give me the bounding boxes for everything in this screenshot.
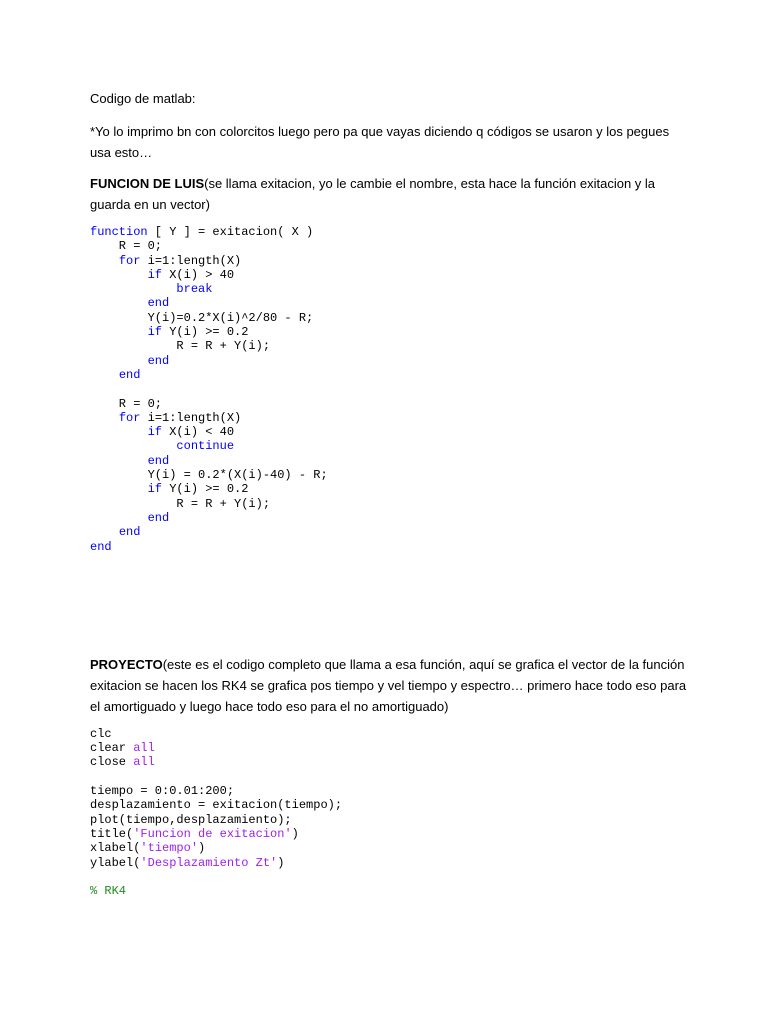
code-line [90, 411, 690, 425]
code-line [90, 325, 690, 339]
code-line [90, 727, 690, 741]
funcion-section-header [90, 173, 690, 215]
code-string: all [133, 755, 155, 770]
code-string: all [133, 741, 155, 756]
code-line [90, 798, 690, 812]
code-text [90, 411, 119, 425]
code-line [90, 296, 690, 310]
code-text: desplazamiento = exitacion(tiempo); [90, 798, 343, 813]
code-text: [ Y ] = exitacion( X ) [147, 225, 314, 239]
code-line [90, 282, 690, 296]
code-keyword: if [147, 267, 163, 282]
code-keyword: if [147, 325, 163, 340]
code-keyword: continue [176, 439, 235, 454]
code-line [90, 497, 690, 511]
code-keyword: end [147, 353, 170, 368]
code-text [90, 525, 119, 539]
code-text: Y(i) >= 0.2 [162, 325, 249, 340]
code-text: clc [90, 726, 112, 741]
code-text: R = R + Y(i); [90, 496, 271, 511]
code-text: R = 0; [90, 239, 163, 254]
code-line [90, 468, 690, 482]
code-line [90, 311, 690, 325]
code-line [90, 368, 690, 382]
code-text: R = R + Y(i); [90, 339, 271, 354]
spacer [90, 554, 690, 654]
code-line [90, 755, 690, 769]
code-line [90, 482, 690, 496]
code-line [90, 741, 690, 755]
code-text: tiempo = 0:0.01:200; [90, 784, 235, 799]
code-keyword: end [147, 296, 170, 311]
proyecto-section-desc: (este es el codigo completo que llama a esa función, aquí se grafica el vector de la función exitacion se hacen los RK4 se grafica pos tiempo y vel tiempo y espectro… primero hace todo eso para el amortiguado y luego hace todo eso para el no amortiguado) [90, 656, 687, 714]
code-line [90, 827, 690, 841]
code-text [90, 254, 119, 268]
code-keyword: end [118, 367, 141, 382]
code-keyword: end [118, 525, 141, 540]
code-keyword: end [147, 510, 170, 525]
code-text: i=1:length(X) [140, 410, 242, 425]
code-line [90, 439, 690, 453]
code-line [90, 239, 690, 253]
code-text: Y(i) = 0.2*(X(i)-40) - R; [90, 468, 328, 483]
code-line [90, 841, 690, 855]
code-text: R = 0; [90, 396, 163, 411]
code-comment: % RK4 [90, 884, 127, 899]
code-line [90, 511, 690, 525]
code-text [90, 282, 176, 296]
code-text [90, 425, 148, 439]
code-line [90, 770, 690, 784]
code-line [90, 354, 690, 368]
code-line [90, 813, 690, 827]
code-text: i=1:length(X) [140, 253, 242, 268]
code-string: 'Funcion de exitacion' [133, 826, 292, 841]
code-line [90, 856, 690, 870]
code-line [90, 454, 690, 468]
code-keyword: if [147, 482, 163, 497]
code-line [90, 525, 690, 539]
code-keyword: end [147, 453, 170, 468]
code-string: 'Desplazamiento Zt' [140, 855, 278, 870]
code-line [90, 225, 690, 239]
code-string: 'tiempo' [140, 841, 199, 856]
code-keyword: for [118, 253, 141, 268]
code-text [90, 368, 119, 382]
code-line [90, 540, 690, 554]
code-text: plot(tiempo,desplazamiento); [90, 812, 292, 827]
funcion-section-title: FUNCION DE LUIS [90, 176, 205, 191]
code-text [90, 325, 148, 339]
code-keyword: if [147, 425, 163, 440]
code-text: Y(i) >= 0.2 [162, 482, 249, 497]
code-text [90, 439, 176, 453]
code-keyword: for [118, 410, 141, 425]
proyecto-section-title: PROYECTO [90, 656, 163, 672]
code-block-function [90, 225, 690, 554]
code-text: X(i) > 40 [162, 267, 235, 282]
code-line [90, 884, 690, 898]
code-line [90, 397, 690, 411]
code-text: Y(i)=0.2*X(i)^2/80 - R; [90, 310, 314, 325]
intro-note: *Yo lo imprimo bn con colorcitos luego pero pa que vayas diciendo q códigos se usaron y los pegues usa esto… [90, 124, 670, 160]
document-page [90, 88, 690, 898]
code-text: close [90, 755, 134, 770]
code-text [90, 511, 148, 525]
code-keyword: end [90, 539, 112, 554]
code-keyword: break [176, 282, 213, 297]
code-block-proyecto [90, 727, 690, 899]
code-text: clear [90, 741, 134, 756]
code-text: title( [90, 826, 134, 841]
code-line [90, 425, 690, 439]
code-text: ) [291, 826, 299, 841]
code-line [90, 339, 690, 353]
document-heading: Codigo de matlab: [90, 91, 196, 106]
code-text: ) [198, 841, 206, 856]
code-keyword: function [90, 225, 148, 239]
code-line [90, 254, 690, 268]
code-text: X(i) < 40 [162, 425, 235, 440]
code-text [90, 482, 148, 496]
code-line [90, 268, 690, 282]
code-line [90, 784, 690, 798]
code-text: ) [277, 855, 285, 870]
code-text [90, 354, 148, 368]
code-text [90, 296, 148, 310]
code-line [90, 382, 690, 396]
code-text: xlabel( [90, 841, 141, 856]
code-text [90, 268, 148, 282]
code-text [90, 454, 148, 468]
proyecto-section-header [90, 654, 690, 717]
funcion-section-desc: (se llama exitacion, yo le cambie el nombre, esta hace la función exitacion y la guarda en un vector) [90, 176, 656, 212]
code-text: ylabel( [90, 855, 141, 870]
code-line [90, 870, 690, 884]
